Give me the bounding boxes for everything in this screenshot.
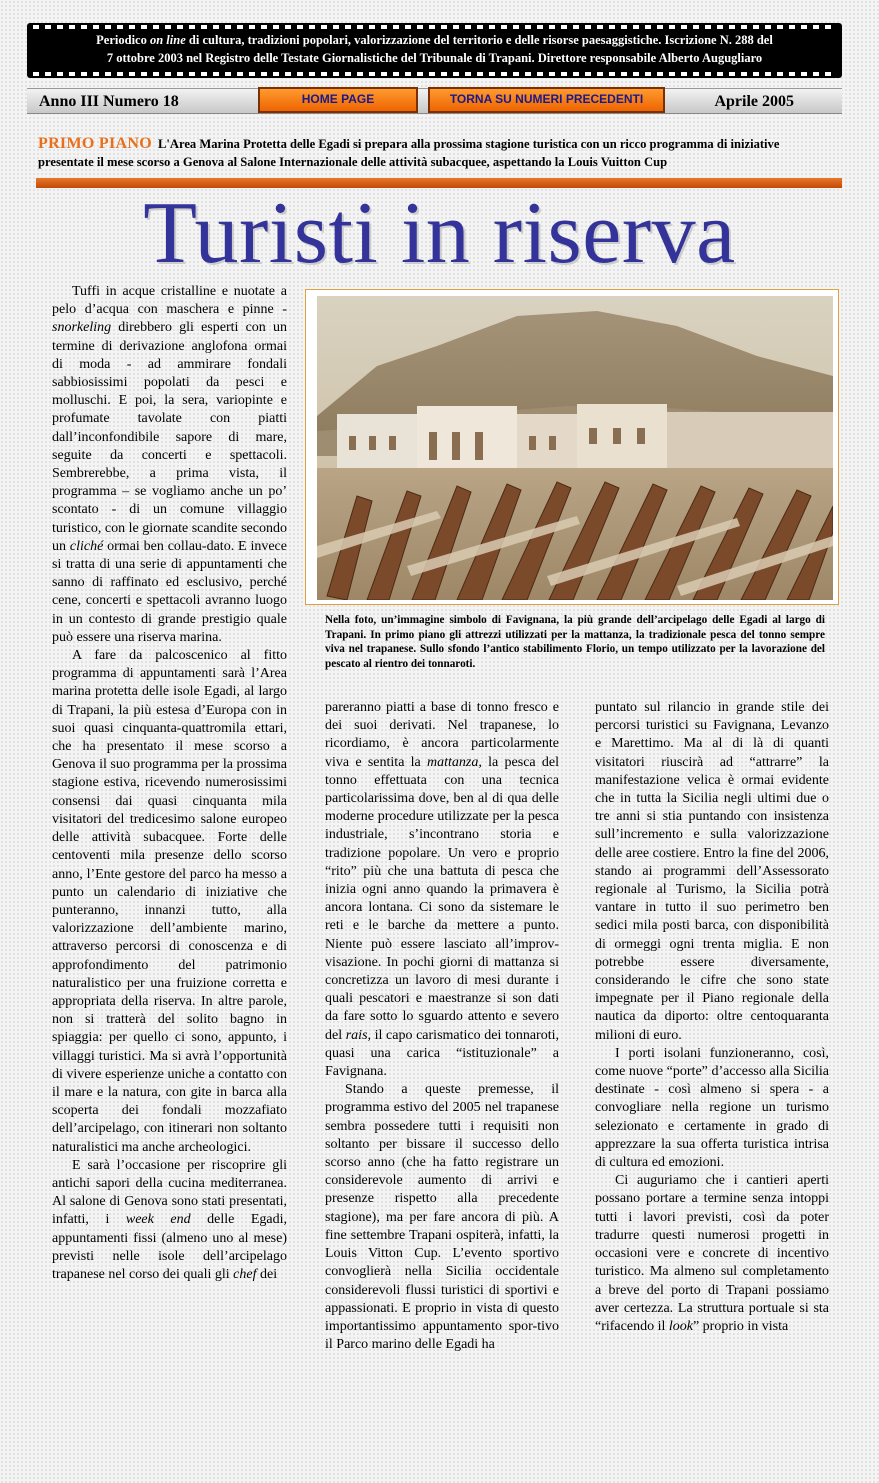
photo-caption: Nella foto, un’immagine simbolo di Favignana, la più grande dell’arcipelago delle Egadi al largo di Trapani. In primo piano gli attrezzi utilizzati per la mattanza, la tradizionale pesca del tonno sempre viva nel trapanese. Sullo sfondo l’antico stabilimento Florio, un tempo utilizzato per la lavorazione del pescato al rientro dei tonnaroti. (325, 614, 825, 670)
paragraph: Tuffi in acque cristalline e nuotate a pelo d’acqua con maschera e pinne - snorkeling direbbero gli esperti con un termine di derivazione anglofona ormai di moda - ad ammirare fondali sabbiosissimi popolati da pesci e molluschi. E poi, la sera, variopinte e profumate tavolate con piatti dall’inconfondibile sapore di mare, seguite da concerti e spettacoli. Sembrerebbe, a prima vista, il programma – se vogliamo anche un po’ scontato - di un comune villaggio turistico, con le giornate scandite secondo un cliché ormai ben collau-dato. E invece si tratta di una serie di appuntamenti che sanno di raffinato ed esclusivo, perché cene, concerti e spettacoli avranno luogo in un contesto di grande prestigio quale può essere una riserva marina. (52, 284, 287, 645)
paragraph: pareranno piatti a base di tonno fresco e dei suoi derivati. Nel trapanese, lo ricordiamo, è ancora particolarmente viva e sentita la mattanza, la pesca del tonno effettuata con una tecnica particolarissima dove, ben al di qua delle moderne procedure utilizzate per la pesca industriale, s’incontrano storia e tradizione popolare. Un vero e proprio “rito” più che una battuta di pesca che inizia ogni anno quando la primavera è ancora lontana. Ci sono da sistemare le reti e le barche da mettere a punto. Niente può essere lasciato all’improv-visazione. In pochi giorni di mattanza si concretizza un lavoro di mesi durante i quali pescatori e maestranze si son dati da fare sotto lo sguardo attento e severo del rais, il capo carismatico dei tonnaroti, quasi una carica “istituzionale” a Favignana. (325, 700, 559, 1080)
photo-frame (305, 289, 839, 605)
paragraph: Ci auguriamo che i cantieri aperti possano portare a termine senza intoppi tutti i lavori previsti, così da poter tradurre questi numerosi progetti in occasioni vere e concrete di incentivo turistico. Ma almeno sul completamento a breve del porto di Trapani possiamo aver certezza. La struttura portuale si sta “rifacendo il look” proprio in vista (595, 1173, 829, 1334)
paragraph: Stando a queste premesse, il programma estivo del 2005 nel trapanese sembra possedere tutti i requisiti non soltanto per bissare il successo dello scorso anno (che ha fatto registrare un considerevole aumento di arrivi e presenze rispetto alla precedente stagione), ma per fare ancora di più. A fine settembre Trapani ospiterà, infatti, la Louis Vitton Cup. L’evento sportivo convoglierà nella Sicilia occidentale considerevoli flussi turistici di sportivi e appassionati. E proprio in vista di questo importantissimo appuntamento spor-tivo il Parco marino delle Egadi ha (325, 1082, 559, 1353)
issue-number: Anno III Numero 18 (39, 93, 179, 110)
article-column-2 (325, 699, 559, 1461)
article-column-3 (595, 699, 829, 1422)
article-column-1 (52, 283, 287, 1478)
banner-line-1: Periodico on line di cultura, tradizioni popolari, valorizzazione del territorio e delle risorse paesaggistiche. Iscrizione N. 288 del (96, 33, 773, 47)
primo-piano-summary (38, 135, 838, 171)
primo-piano-kicker: PRIMO PIANO (38, 135, 152, 152)
paragraph: E sarà l’occasione per riscoprire gli antichi sapori della cucina mediterranea. Al salone di Genova sono stati presentati, infatti, i week end delle Egadi, appuntamenti fissi (almeno uno al mese) previsti nelle isole dell’arcipelago trapanese nel corso dei quali gli chef dei (52, 1157, 287, 1282)
banner-line-2: 7 ottobre 2003 nel Registro delle Testate Giornalistiche del Tribunale di Trapani. Direttore responsabile Alberto Augugliaro (106, 51, 763, 65)
paragraph: I porti isolani funzioneranno, così, come nuove “porte” d’accesso alla Sicilia destinate - così almeno si spera - a convogliare nella regione un turismo selezionato e certamente in grado di apprezzare la sua offerta turistica intrisa di cultura ed emozioni. (595, 1045, 829, 1171)
paragraph: A fare da palcoscenico al fitto programma di appuntamenti sarà l’Area marina protetta delle isole Egadi, al largo di Trapani, la più estesa d’Europa con in suoi quasi cinquanta-quattromila ettari, che ha presentato il mese scorso a Genova il suo programma per la prossima stagione estiva, ricevendo numerosissimi consensi dai quasi cinquanta mila visitatori del tredicesimo salone europeo delle attività subacquee. Forte delle centoventi mila presenze dello scorso anno, l’Ente gestore del parco ha messo a punto un calendario di iniziative che punteranno, innanzi tutto, alla valorizzazione dell’ambiente marino, attraverso percorsi di conoscenza e di approfondimento del patrimonio naturalistico per una fruizione corretta e appropriata della riserva. In altre parole, non si tratterà del solito bagno in spiaggia: per quello ci sono, appunto, i villaggi turistici. Ma si avrà l’opportunità di vivere esperienze uniche a contatto con il mare e la natura, con gite in barca alla scoperta dei fondali mozzafiato dell’arcipelago, con itinerari non soltanto naturalistici ma anche archeologici. (52, 648, 287, 1155)
home-page-button[interactable]: HOME PAGE (258, 87, 418, 113)
back-issues-button[interactable]: TORNA SU NUMERI PRECEDENTI (428, 87, 665, 113)
banner-dash-top (33, 25, 836, 29)
paragraph: puntato sul rilancio in grande stile dei percorsi turistici su Favignana, Levanzo e Marettimo. Ma al di là di quanti visitatori riuscirà ad “attrarre” la manifestazione velica è ormai evidente che in tutta la Sicilia negli ultimi due o tre anni si stia puntando con insistenza sull’incremento e sulla valorizzazione delle aree costiere. Entro la fine del 2006, stando ai programmi dell’Assessorato regionale al Turismo, la Sicilia potrà vantare in tutto il suo perimetro ben sedici mila posti barca, con disponibilità di ormeggi ogni trenta miglia. E non potrebbe essere diversamente, considerando le cifre che sono state impegnate per il Piano regionale della nautica da diporto: oltre centoquaranta milioni di euro. (595, 700, 829, 1043)
issue-date: Aprile 2005 (714, 93, 794, 110)
article-headline: Turisti in riserva (143, 185, 736, 282)
banner-dash-bottom (33, 72, 836, 76)
primo-piano-text: L'Area Marina Protetta delle Egadi si prepara alla prossima stagione turistica con un ricco programma di iniziative presentate il mese scorso a Genova al Salone Internazionale delle attività subacquee, aspettando la Louis Vuitton Cup (38, 137, 780, 169)
masthead-banner (27, 23, 842, 78)
nav-bar (27, 88, 842, 114)
favignana-photo (317, 296, 833, 600)
